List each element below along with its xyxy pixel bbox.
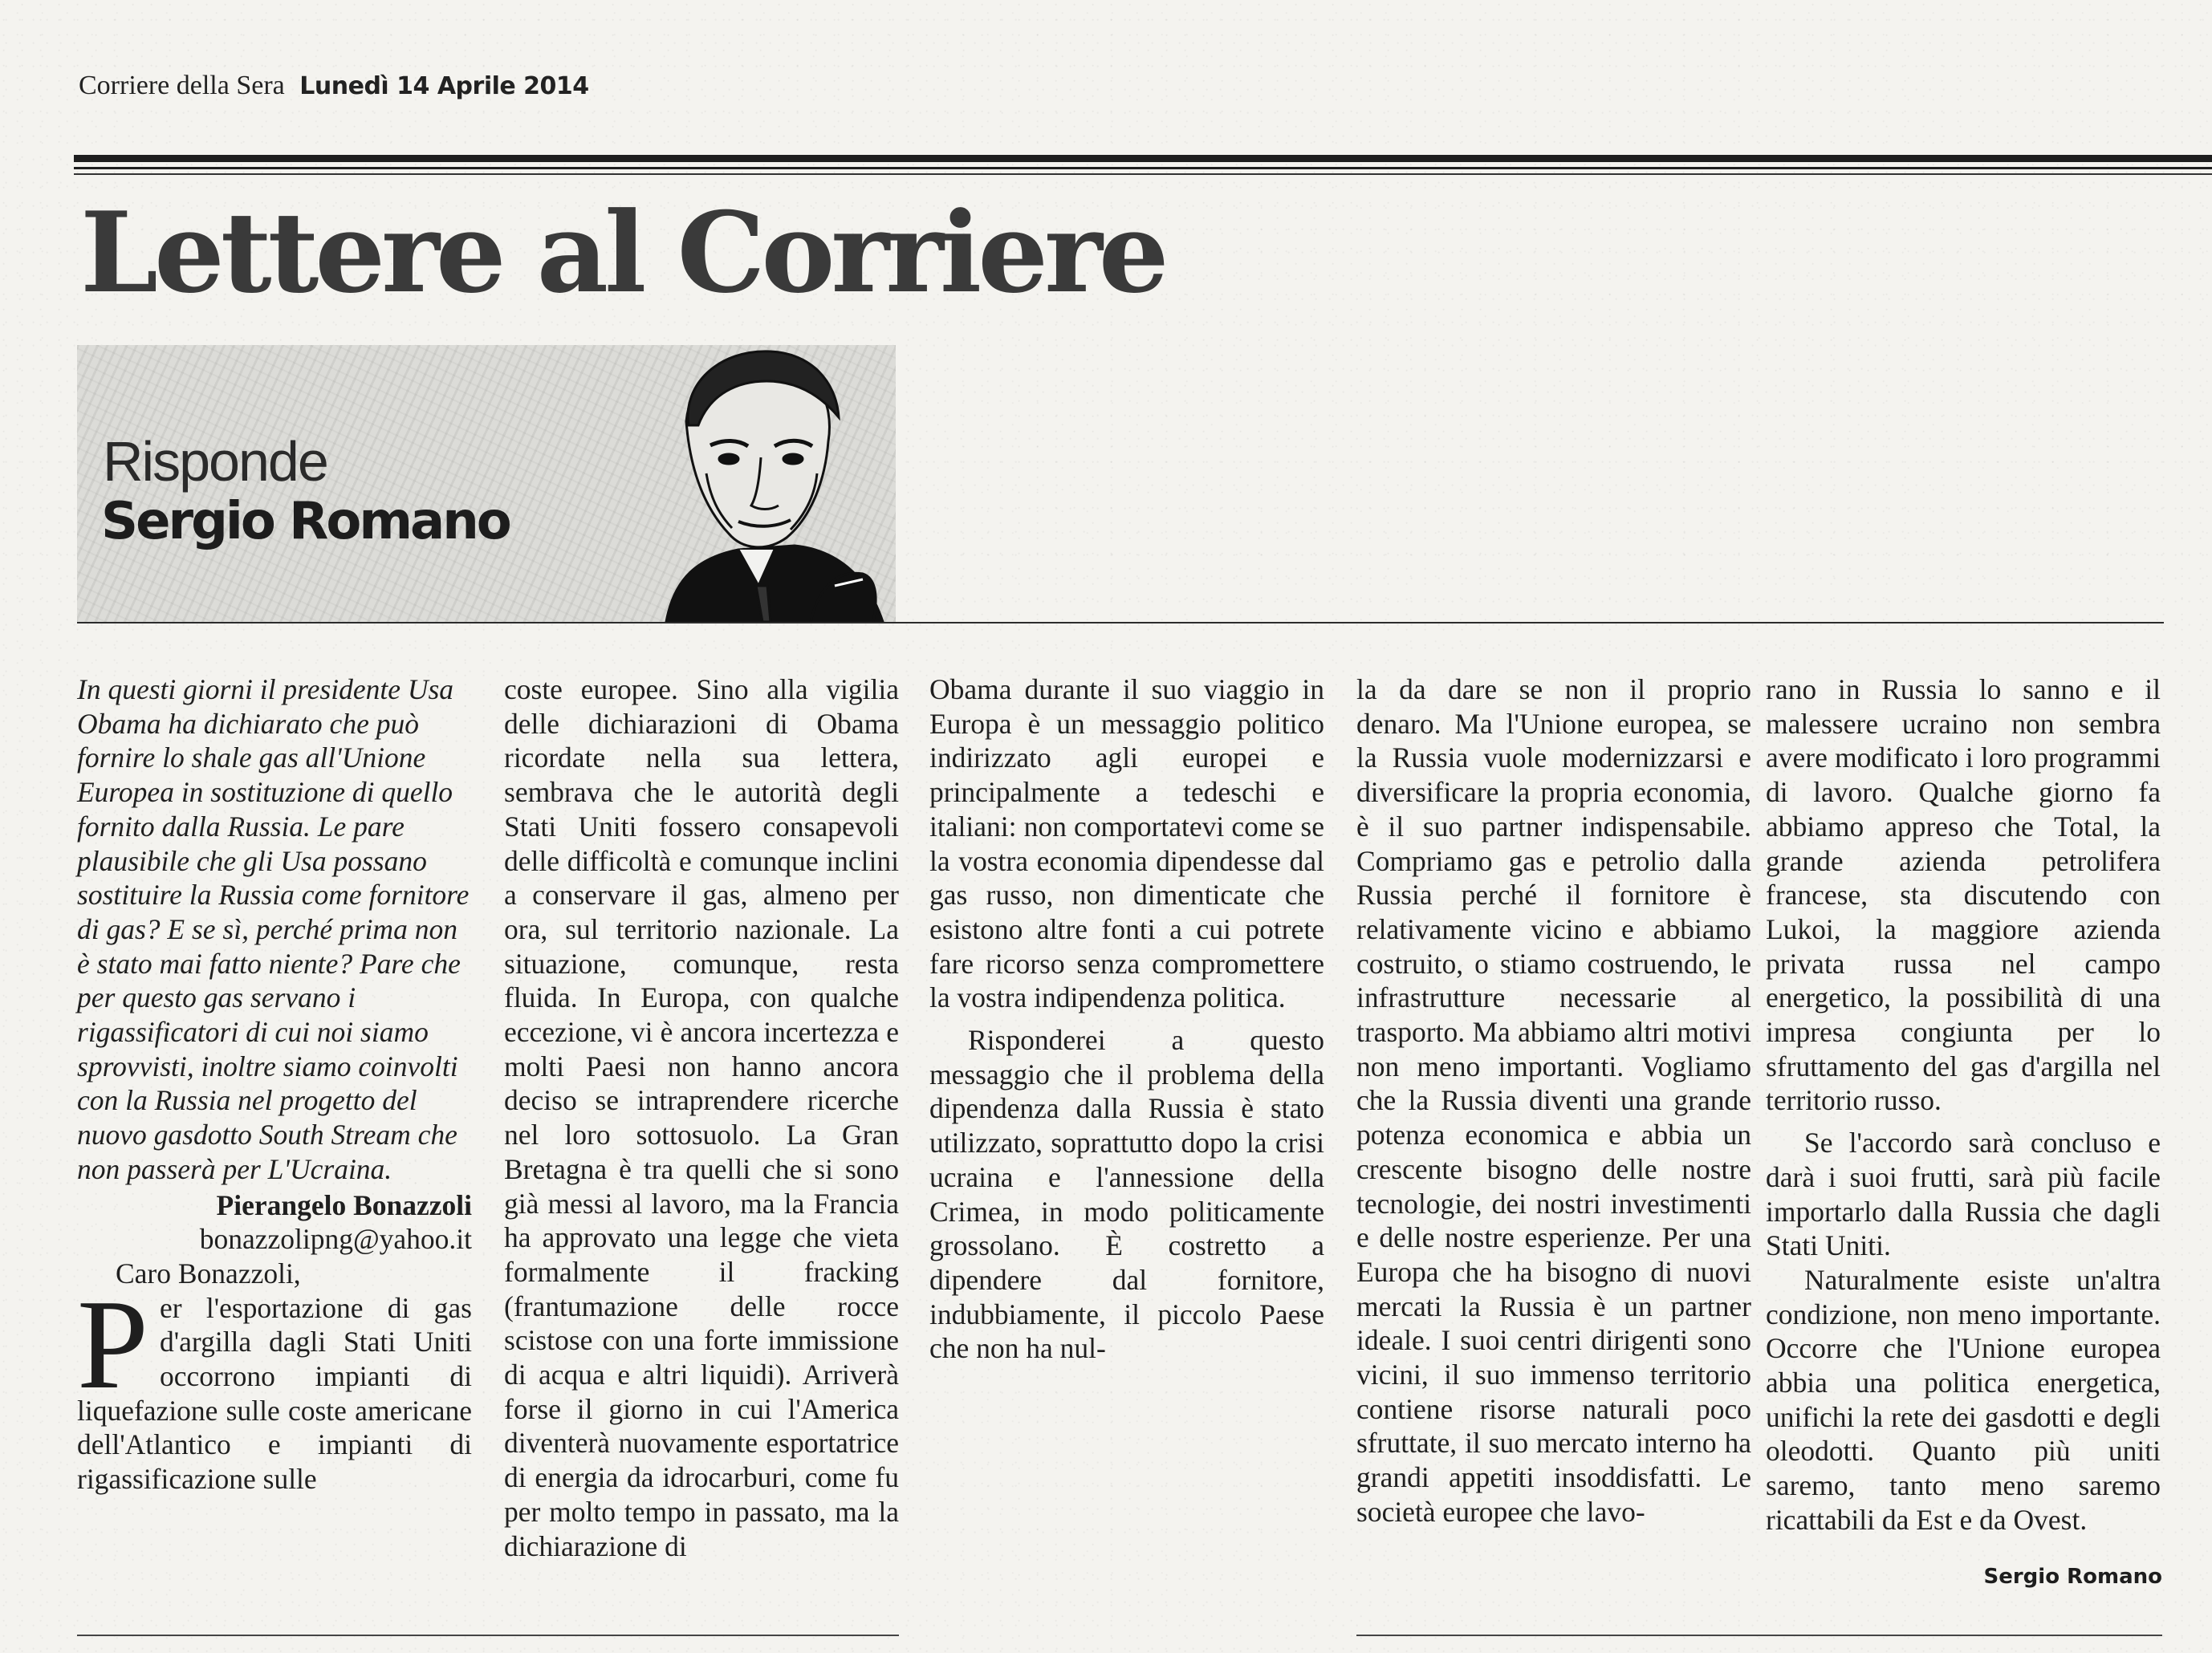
columnist-name: Sergio Romano	[101, 492, 510, 551]
reply-col3-paragraph-2: Risponderei a questo messaggio che il problema della dipendenza dalla Russia è stato utilizzato, soprattutto dopo la crisi ucraina e l'annessione della Crimea, in modo politicamente grossolano. È costretto a dipendere dal fornitore, indubbiamente, il piccolo Paese che non ha nul-	[929, 1024, 1324, 1365]
reply-col4-text: la da dare se non il proprio denaro. Ma l'Unione europea, se la Russia vuole modernizzarsi e diversificare la propria economia, è il suo partner indispensabile. Compriamo gas e petrolio dalla Russia perché il fornitore è relativamente vicino e abbiamo costruito, o stiamo costruendo, le infrastrutture necessarie al trasporto. Ma abbiamo altri motivi non meno importanti. Vogliamo che la Russia diventi una grande potenza economica e abbia un crescente bisogno delle nostre tecnologie, dei nostri investimenti e delle nostre esperienze. Per una Europa che ha bisogno di nuovi mercati la Russia è un partner ideale. I suoi centri dirigenti sono vicini, il suo immenso territorio contiene risorse naturali poco sfruttate, il suo mercato interno ha grandi appetiti insoddisfatti. Le società europee che lavo-	[1356, 673, 1751, 1528]
reply-salutation: Caro Bonazzoli,	[116, 1257, 301, 1290]
section-title: Lettere al Corriere	[80, 187, 1165, 318]
reader-signature	[77, 1188, 472, 1257]
masthead	[79, 71, 589, 101]
reply-col2-text: coste europee. Sino alla vigilia delle dichiarazioni di Obama ricordate nella sua lettera, sembrava che le autorità degli Stati Uniti fossero consapevoli delle difficoltà e comunque inclini a conservare il gas, almeno per ora, sul territorio nazionale. La situazione, comunque, resta fluida. In Europa, con qualche eccezione, vi è ancora incertezza e molti Paesi non hanno ancora deciso se intraprendere ricerche nel loro sottosuolo. La Gran Bretagna è tra quelli che si sono già messi al lavoro, ma la Francia ha approvato una legge che vieta formalmente il fracking (frantumazione delle rocce scistose con una forte immissione di acqua e altri liquidi). Arriverà forse il giorno in cui l'America diventerà nuovamente esportatrice di energia da idrocarburi, come fu per molto tempo in passato, ma la dichiarazione di	[504, 673, 899, 1562]
bottom-rule-left	[77, 1635, 899, 1636]
newspaper-name: Corriere della Sera	[79, 71, 285, 100]
columns-top-rule	[77, 622, 2164, 623]
column-1	[77, 672, 472, 1497]
columnist-label: Risponde	[103, 430, 327, 493]
masthead-rule-medium	[74, 167, 2212, 169]
masthead-rule-thick	[74, 155, 2212, 162]
reply-col1-text: er l'esportazione di gas d'argilla dagli Stati Uniti occorrono impianti di liquefazione sulle coste americane dell'Atlantico e impianti di rigassificazione sulle	[77, 1291, 472, 1496]
reader-letter-body: In questi giorni il presidente Usa Obama ha dichiarato che può fornire lo shale gas all'Unione Europea in sostituzione di quello fornito dalla Russia. Le pare plausibile che gli Usa possano sostituire la Russia come fornitore di gas? E se sì, perché prima non è stato mai fatto niente? Pare che per questo gas servano i rigassificatori di cui noi siamo sprovvisti, inoltre siamo coinvolti con la Russia nel progetto del nuovo gasdotto South Stream che non passerà per L'Ucraina.	[77, 673, 470, 1185]
reply-col3-paragraph-1: Obama durante il suo viaggio in Europa è un messaggio politico indirizzato agli europei e principalmente a tedeschi e italiani: non comportatevi come se la vostra economia dipendesse dal gas russo, non dimenticate che esistono altre fonti a cui potrete fare ricorso senza compromettere la vostra indipendenza politica.	[929, 673, 1324, 1014]
bottom-rule-right	[1356, 1635, 2162, 1636]
column-2	[504, 672, 899, 1563]
reader-signature-email: bonazzolipng@yahoo.it	[199, 1223, 472, 1256]
masthead-rule-thin	[74, 173, 2212, 175]
reply-col5-paragraph-3: Naturalmente esiste un'altra condizione, non meno importante. Occorre che l'Unione europea abbia una politica energetica, unifichi la rete dei gasdotti e degli oleodotti. Quanto più uniti saremo, tanto meno saremo ricattabili da Est e da Ovest.	[1766, 1263, 2161, 1536]
issue-date: Lunedì 14 Aprile 2014	[299, 72, 589, 100]
reply-signature: Sergio Romano	[1983, 1565, 2162, 1589]
reader-letter	[77, 672, 472, 1257]
column-5	[1766, 672, 2161, 1537]
columnist-portrait-illustration	[546, 345, 891, 622]
column-3	[929, 672, 1324, 1366]
reader-signature-name: Pierangelo Bonazzoli	[216, 1188, 472, 1221]
reply-col5-paragraph-2: Se l'accordo sarà concluso e darà i suoi frutti, sarà più facile importarlo dalla Russia che dagli Stati Uniti.	[1766, 1127, 2161, 1262]
reply-dropcap: P	[77, 1272, 148, 1415]
column-4	[1356, 672, 1751, 1529]
reply-col5-paragraph-1: rano in Russia lo sanno e il malessere ucraino non sembra avere modificato i loro programmi di lavoro. Qualche giorno fa abbiamo appreso che Total, la grande azienda petrolifera francese, sta discutendo con Lukoi, la maggiore azienda privata russa nel campo energetico, la possibilità di una impresa congiunta per lo sfruttamento del gas d'argilla nel territorio russo.	[1766, 673, 2161, 1117]
